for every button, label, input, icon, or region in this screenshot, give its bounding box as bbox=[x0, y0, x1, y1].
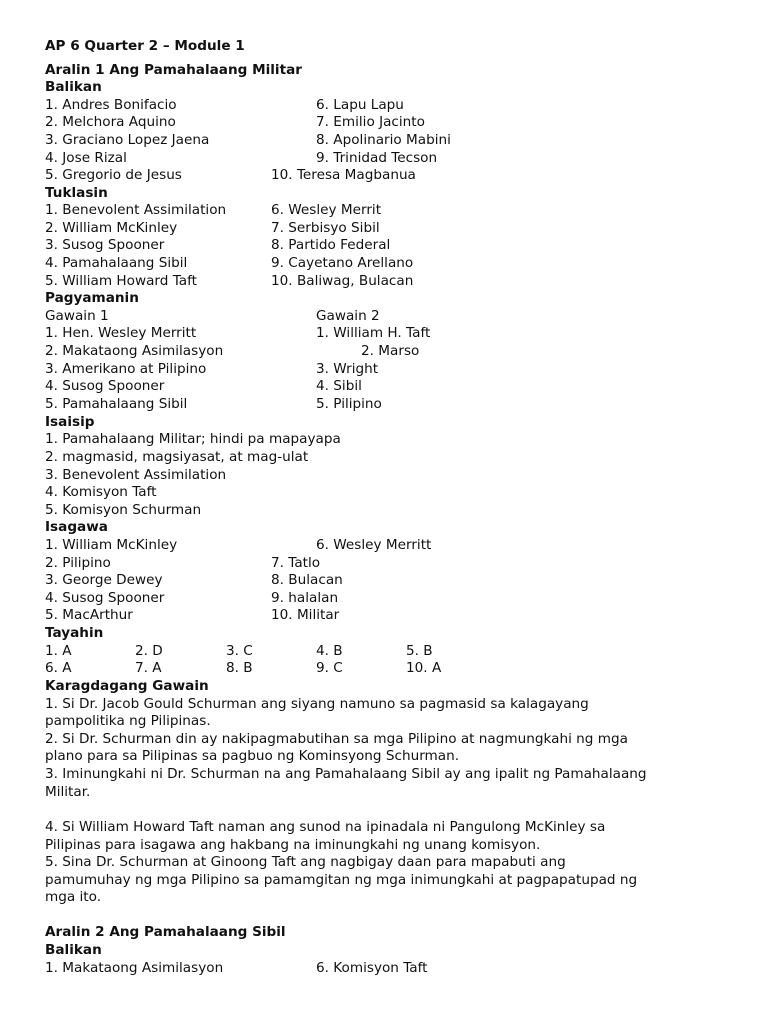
paragraph-line: plano para sa Pilipinas sa pagbuo ng Kominsyong Schurman. bbox=[45, 748, 460, 764]
list-item: 6. Komisyon Taft bbox=[316, 960, 428, 976]
section-heading-balikan: Balikan bbox=[45, 79, 102, 95]
gawain-1-label: Gawain 1 bbox=[45, 308, 109, 324]
list-item: 4. Jose Rizal bbox=[45, 150, 127, 166]
list-item: 10. Baliwag, Bulacan bbox=[271, 273, 414, 289]
answer-item: 2. D bbox=[135, 643, 163, 659]
list-item: 7. Tatlo bbox=[271, 555, 321, 571]
answer-item: 3. C bbox=[226, 643, 253, 659]
list-item: 3. Graciano Lopez Jaena bbox=[45, 132, 210, 148]
list-item: 10. Teresa Magbanua bbox=[271, 167, 416, 183]
paragraph-line: 5. Sina Dr. Schurman at Ginoong Taft ang nagbigay daan para mapabuti ang bbox=[45, 854, 566, 870]
paragraph-line: mga ito. bbox=[45, 889, 102, 905]
answer-item: 10. A bbox=[406, 660, 442, 676]
list-item: 3. George Dewey bbox=[45, 572, 163, 588]
list-item: 1. Pamahalaang Militar; hindi pa mapayapa bbox=[45, 431, 341, 447]
module-header: AP 6 Quarter 2 – Module 1 bbox=[45, 38, 245, 54]
section-heading-balikan-2: Balikan bbox=[45, 942, 102, 958]
list-item: 3. Amerikano at Pilipino bbox=[45, 361, 207, 377]
list-item: 1. Makataong Asimilasyon bbox=[45, 960, 224, 976]
list-item: 4. Sibil bbox=[316, 378, 362, 394]
answer-item: 8. B bbox=[226, 660, 253, 676]
list-item: 5. Komisyon Schurman bbox=[45, 502, 202, 518]
list-item: 6. Wesley Merrit bbox=[271, 202, 382, 218]
paragraph-line: Militar. bbox=[45, 784, 91, 800]
list-item: 8. Partido Federal bbox=[271, 237, 391, 253]
list-item: 2. William McKinley bbox=[45, 220, 178, 236]
list-item: 1. Hen. Wesley Merritt bbox=[45, 325, 197, 341]
paragraph-line: pampolitika ng Pilipinas. bbox=[45, 713, 211, 729]
list-item: 3. Susog Spooner bbox=[45, 237, 165, 253]
list-item: 5. Pilipino bbox=[316, 396, 382, 412]
list-item: 2. Melchora Aquino bbox=[45, 114, 176, 130]
list-item: 1. William McKinley bbox=[45, 537, 178, 553]
list-item: 5. Pamahalaang Sibil bbox=[45, 396, 188, 412]
section-heading-karagdagang-gawain: Karagdagang Gawain bbox=[45, 678, 209, 694]
answer-item: 9. C bbox=[316, 660, 343, 676]
answer-item: 5. B bbox=[406, 643, 433, 659]
list-item: 1. William H. Taft bbox=[316, 325, 431, 341]
lesson-2-title: Aralin 2 Ang Pamahalaang Sibil bbox=[45, 924, 286, 940]
paragraph-line: 1. Si Dr. Jacob Gould Schurman ang siyang namuno sa pagmasid sa kalagayang bbox=[45, 696, 589, 712]
section-heading-tuklasin: Tuklasin bbox=[45, 185, 108, 201]
paragraph-line: 4. Si William Howard Taft naman ang sunod na ipinadala ni Pangulong McKinley sa bbox=[45, 819, 606, 835]
paragraph-line: 3. Iminungkahi ni Dr. Schurman na ang Pamahalaang Sibil ay ang ipalit ng Pamahalaang bbox=[45, 766, 647, 782]
section-heading-pagyamanin: Pagyamanin bbox=[45, 290, 139, 306]
paragraph-line: pamumuhay ng mga Pilipino sa pamamgitan ng mga inimungkahi at pagpapatupad ng bbox=[45, 872, 638, 888]
list-item: 4. Komisyon Taft bbox=[45, 484, 157, 500]
list-item: 5. MacArthur bbox=[45, 607, 133, 623]
section-heading-isagawa: Isagawa bbox=[45, 519, 108, 535]
list-item: 7. Serbisyo Sibil bbox=[271, 220, 380, 236]
paragraph-line: 2. Si Dr. Schurman din ay nakipagmabutihan sa mga Pilipino at nagmungkahi ng mga bbox=[45, 731, 628, 747]
list-item: 8. Bulacan bbox=[271, 572, 343, 588]
list-item: 8. Apolinario Mabini bbox=[316, 132, 451, 148]
list-item: 1. Benevolent Assimilation bbox=[45, 202, 227, 218]
gawain-2-label: Gawain 2 bbox=[316, 308, 380, 324]
list-item: 10. Militar bbox=[271, 607, 340, 623]
lesson-1-title: Aralin 1 Ang Pamahalaang Militar bbox=[45, 62, 302, 78]
list-item: 2. Marso bbox=[361, 343, 420, 359]
list-item: 4. Susog Spooner bbox=[45, 590, 165, 606]
list-item: 3. Benevolent Assimilation bbox=[45, 467, 227, 483]
list-item: 9. Cayetano Arellano bbox=[271, 255, 414, 271]
list-item: 2. magmasid, magsiyasat, at mag-ulat bbox=[45, 449, 309, 465]
list-item: 2. Makataong Asimilasyon bbox=[45, 343, 224, 359]
answer-item: 4. B bbox=[316, 643, 343, 659]
answer-item: 6. A bbox=[45, 660, 72, 676]
list-item: 6. Lapu Lapu bbox=[316, 97, 404, 113]
answer-item: 7. A bbox=[135, 660, 162, 676]
list-item: 9. halalan bbox=[271, 590, 339, 606]
section-heading-isaisip: Isaisip bbox=[45, 414, 95, 430]
list-item: 3. Wright bbox=[316, 361, 379, 377]
list-item: 7. Emilio Jacinto bbox=[316, 114, 425, 130]
list-item: 4. Pamahalaang Sibil bbox=[45, 255, 188, 271]
list-item: 1. Andres Bonifacio bbox=[45, 97, 177, 113]
paragraph-line: Pilipinas para isagawa ang hakbang na iminungkahi ng unang komisyon. bbox=[45, 837, 541, 853]
answer-item: 1. A bbox=[45, 643, 72, 659]
list-item: 2. Pilipino bbox=[45, 555, 111, 571]
list-item: 5. William Howard Taft bbox=[45, 273, 197, 289]
list-item: 4. Susog Spooner bbox=[45, 378, 165, 394]
section-heading-tayahin: Tayahin bbox=[45, 625, 104, 641]
list-item: 9. Trinidad Tecson bbox=[316, 150, 438, 166]
list-item: 6. Wesley Merritt bbox=[316, 537, 432, 553]
list-item: 5. Gregorio de Jesus bbox=[45, 167, 182, 183]
